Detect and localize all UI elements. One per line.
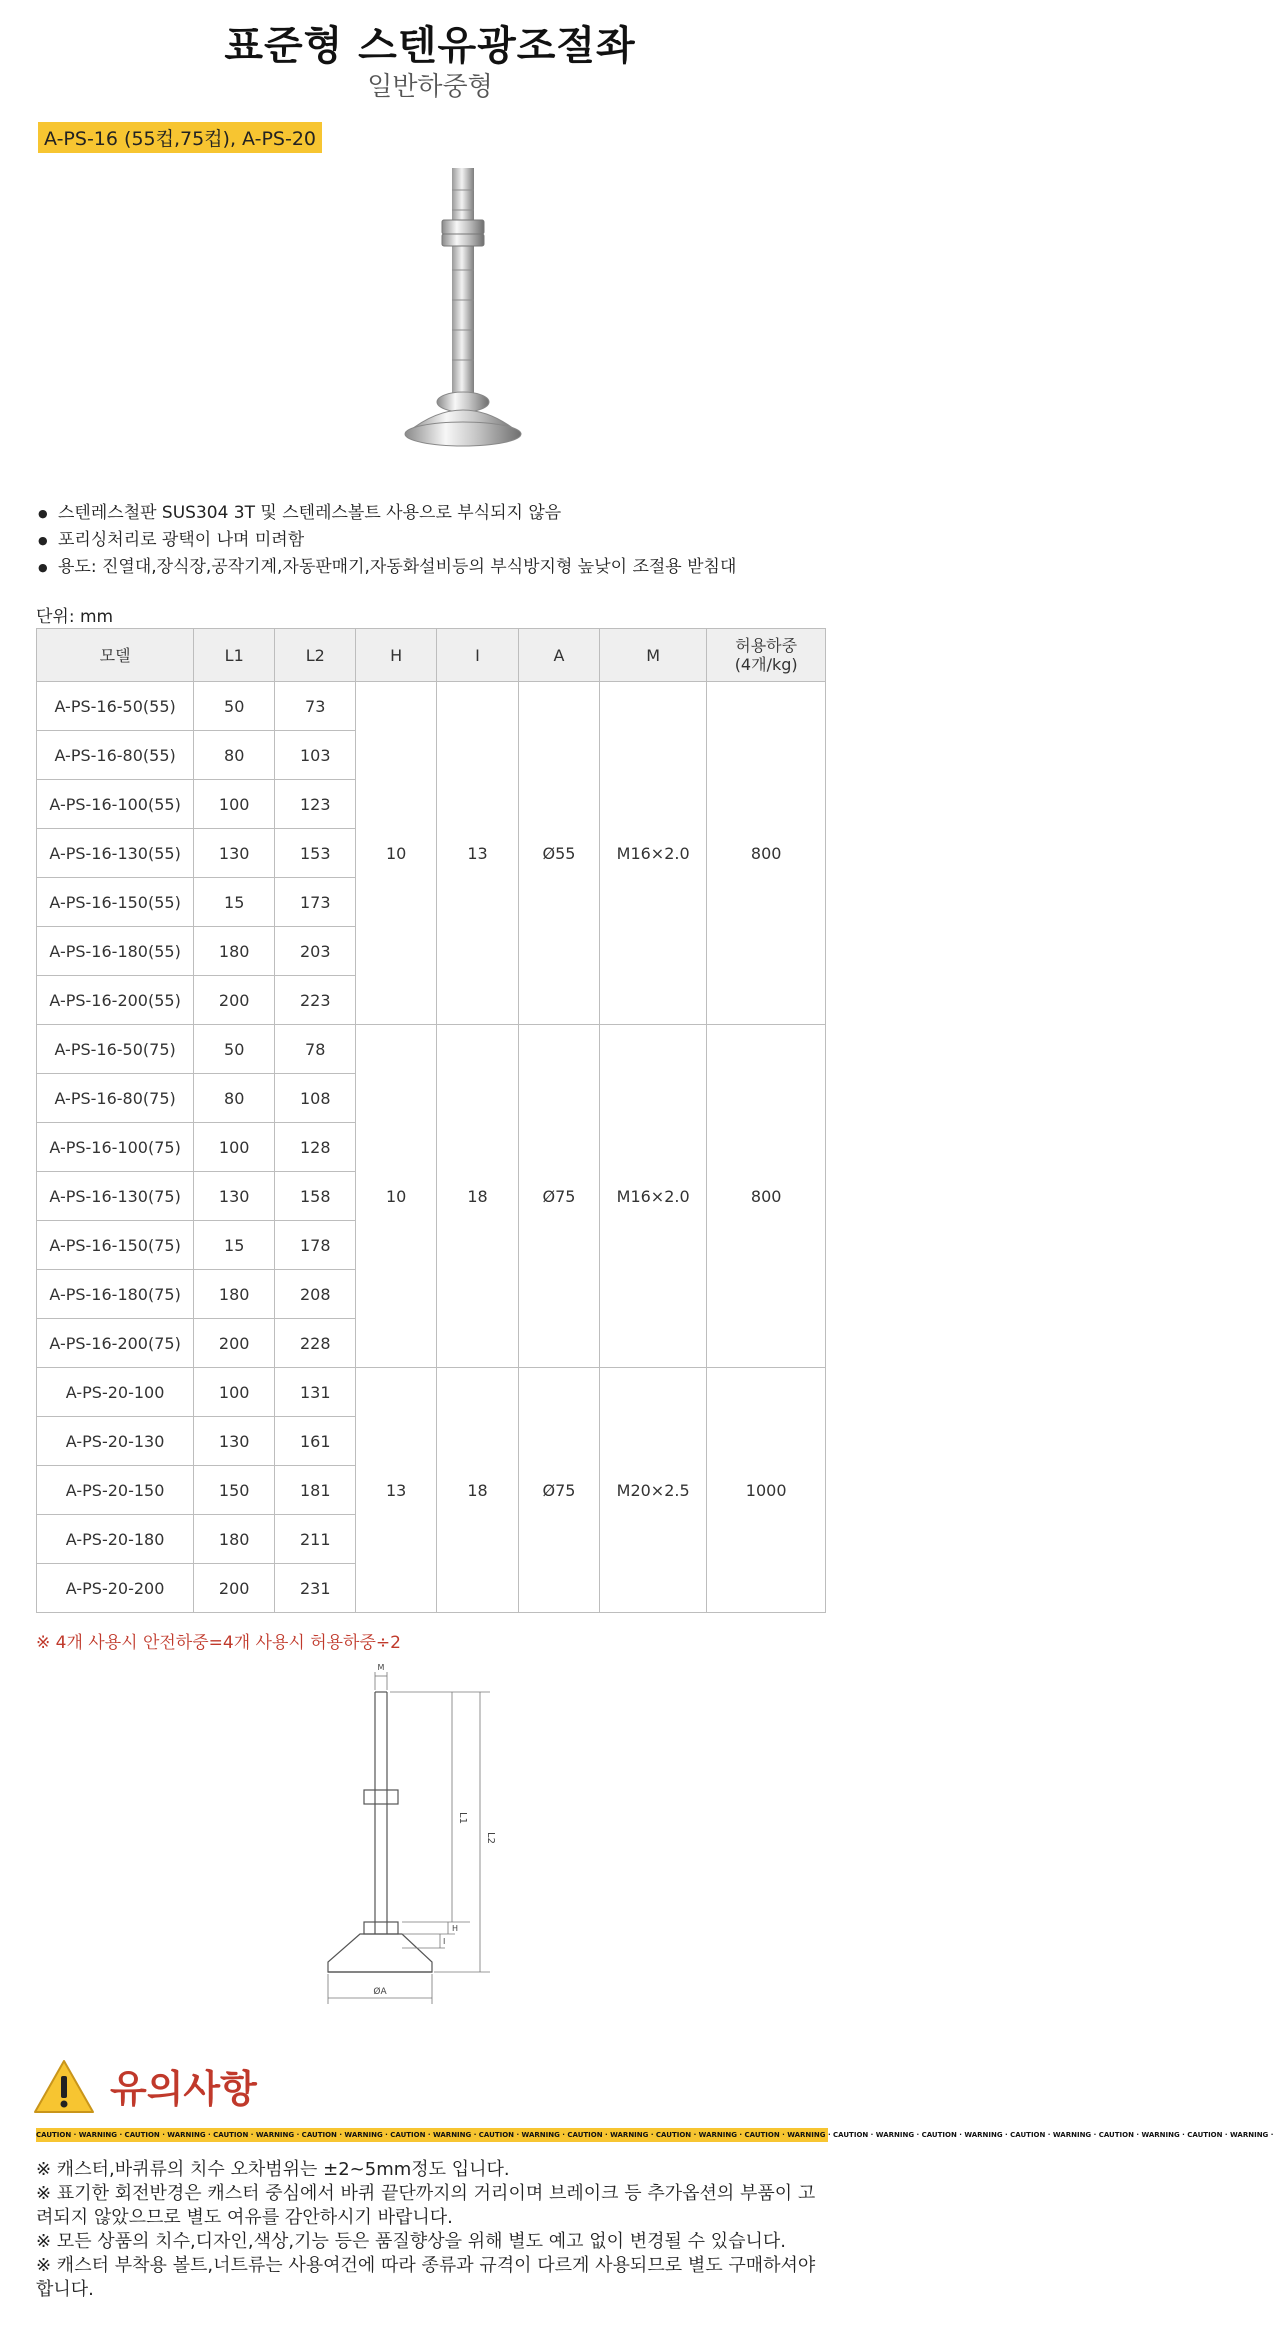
model-cell: A-PS-16-100(55) <box>37 780 194 829</box>
model-cell: A-PS-20-100 <box>37 1368 194 1417</box>
model-tag: A-PS-16 (55컵,75컵), A-PS-20 <box>38 122 322 153</box>
model-cell: A-PS-20-130 <box>37 1417 194 1466</box>
l2-cell: 208 <box>275 1270 356 1319</box>
l1-cell: 180 <box>194 1270 275 1319</box>
model-cell: A-PS-16-150(55) <box>37 878 194 927</box>
dim-label-a: ØA <box>373 1987 387 1997</box>
caution-stripe: CAUTION · WARNING · CAUTION · WARNING · CAUTION · WARNING · CAUTION · WARNING · CAUTION · WARNING · CAUTION · WARNING · CAUTION · WARNING · CAUTION · WARNING · CAUTION · WARNING · CAUTION · WARNING · CAUTION · WARNING · CAUTION · WARNING · CAUTION · WARNING · CAUTION · WARNING · <box>36 2128 828 2142</box>
l1-cell: 80 <box>194 731 275 780</box>
dimension-diagram <box>320 1663 550 2038</box>
i-cell: 18 <box>437 1368 519 1613</box>
h-cell: 10 <box>356 1025 437 1368</box>
caution-note: ※ 캐스터 부착용 볼트,너트류는 사용여건에 따라 종류과 규격이 다르게 사용되므로 별도 구매하셔야 합니다. <box>36 2255 816 2300</box>
feature-item: ● 포리싱처리로 광택이 나며 미려함 <box>38 527 838 554</box>
l1-cell: 80 <box>194 1074 275 1123</box>
i-cell: 18 <box>437 1025 519 1368</box>
dim-label-l2: L2 <box>485 1832 496 1844</box>
feature-item: ● 용도: 진열대,장식장,공작기계,자동판매기,자동화설비등의 부식방지형 높낮이 조절용 받침대 <box>38 554 838 581</box>
l1-cell: 130 <box>194 829 275 878</box>
model-cell: A-PS-16-50(55) <box>37 682 194 731</box>
l2-cell: 228 <box>275 1319 356 1368</box>
l2-cell: 123 <box>275 780 356 829</box>
l1-cell: 100 <box>194 1123 275 1172</box>
l1-cell: 200 <box>194 1564 275 1613</box>
warning-triangle-icon <box>32 2058 96 2116</box>
load-cell: 800 <box>707 682 826 1025</box>
l1-cell: 100 <box>194 1368 275 1417</box>
page-subtitle: 일반하중형 <box>367 72 493 102</box>
l1-cell: 130 <box>194 1172 275 1221</box>
a-cell: Ø75 <box>518 1368 599 1613</box>
model-cell: A-PS-16-130(55) <box>37 829 194 878</box>
dim-label-h: H <box>452 1924 459 1933</box>
l2-cell: 173 <box>275 878 356 927</box>
col-header-l2: L2 <box>275 629 356 682</box>
spec-table-body <box>37 682 826 1613</box>
l2-cell: 131 <box>275 1368 356 1417</box>
l1-cell: 50 <box>194 682 275 731</box>
l2-cell: 103 <box>275 731 356 780</box>
l1-cell: 130 <box>194 1417 275 1466</box>
model-cell: A-PS-16-130(75) <box>37 1172 194 1221</box>
h-cell: 13 <box>356 1368 437 1613</box>
model-cell: A-PS-16-180(55) <box>37 927 194 976</box>
model-cell: A-PS-16-180(75) <box>37 1270 194 1319</box>
l1-cell: 180 <box>194 927 275 976</box>
l1-cell: 150 <box>194 1466 275 1515</box>
caution-notes <box>36 2158 826 2302</box>
model-cell: A-PS-20-150 <box>37 1466 194 1515</box>
m-cell: M20×2.5 <box>599 1368 706 1613</box>
caution-title: 유의사항 <box>110 2067 257 2111</box>
l1-cell: 200 <box>194 1319 275 1368</box>
caution-note: ※ 캐스터,바퀴류의 치수 오차범위는 ±2~5mm정도 입니다. <box>36 2159 510 2180</box>
dim-label-m: M <box>377 1663 385 1672</box>
product-photo <box>330 150 590 480</box>
feature-list <box>38 500 838 581</box>
table-row <box>37 1368 826 1417</box>
l2-cell: 108 <box>275 1074 356 1123</box>
l1-cell: 15 <box>194 878 275 927</box>
table-row <box>37 1025 826 1074</box>
table-header-row <box>37 629 826 682</box>
page-title: 표준형 스텐유광조절좌 <box>224 23 636 69</box>
l1-cell: 100 <box>194 780 275 829</box>
load-cell: 800 <box>707 1025 826 1368</box>
dim-label-l1: L1 <box>457 1812 468 1824</box>
col-header-model: 모델 <box>37 629 194 682</box>
feature-item: ● 스텐레스철판 SUS304 3T 및 스텐레스볼트 사용으로 부식되지 않음 <box>38 500 838 527</box>
col-header-load: 허용하중 (4개/kg) <box>707 629 826 682</box>
l2-cell: 211 <box>275 1515 356 1564</box>
model-cell: A-PS-16-50(75) <box>37 1025 194 1074</box>
h-cell: 10 <box>356 682 437 1025</box>
l2-cell: 231 <box>275 1564 356 1613</box>
spec-table <box>36 628 826 1613</box>
col-header-m: M <box>599 629 706 682</box>
col-header-l1: L1 <box>194 629 275 682</box>
l1-cell: 180 <box>194 1515 275 1564</box>
a-cell: Ø55 <box>518 682 599 1025</box>
col-header-a: A <box>518 629 599 682</box>
col-header-i: I <box>437 629 519 682</box>
model-cell: A-PS-16-200(75) <box>37 1319 194 1368</box>
model-cell: A-PS-16-80(75) <box>37 1074 194 1123</box>
l2-cell: 203 <box>275 927 356 976</box>
l2-cell: 161 <box>275 1417 356 1466</box>
l2-cell: 178 <box>275 1221 356 1270</box>
dim-label-i: I <box>443 1937 446 1946</box>
l1-cell: 15 <box>194 1221 275 1270</box>
model-cell: A-PS-16-80(55) <box>37 731 194 780</box>
l1-cell: 50 <box>194 1025 275 1074</box>
l2-cell: 158 <box>275 1172 356 1221</box>
m-cell: M16×2.0 <box>599 682 706 1025</box>
model-cell: A-PS-16-200(55) <box>37 976 194 1025</box>
l2-cell: 78 <box>275 1025 356 1074</box>
m-cell: M16×2.0 <box>599 1025 706 1368</box>
caution-note: ※ 표기한 회전반경은 캐스터 중심에서 바퀴 끝단까지의 거리이며 브레이크 등 추가옵션의 부품이 고려되지 않았으므로 별도 여유를 감안하시기 바랍니다. <box>36 2183 816 2228</box>
model-cell: A-PS-20-200 <box>37 1564 194 1613</box>
l2-cell: 73 <box>275 682 356 731</box>
model-cell: A-PS-16-100(75) <box>37 1123 194 1172</box>
table-row <box>37 682 826 731</box>
l1-cell: 200 <box>194 976 275 1025</box>
safety-note: ※ 4개 사용시 안전하중=4개 사용시 허용하중÷2 <box>36 1633 401 1653</box>
model-cell: A-PS-16-150(75) <box>37 1221 194 1270</box>
caution-note: ※ 모든 상품의 치수,디자인,색상,기능 등은 품질향상을 위해 별도 예고 없이 변경될 수 있습니다. <box>36 2231 786 2252</box>
l2-cell: 181 <box>275 1466 356 1515</box>
l2-cell: 128 <box>275 1123 356 1172</box>
l2-cell: 153 <box>275 829 356 878</box>
l2-cell: 223 <box>275 976 356 1025</box>
model-cell: A-PS-20-180 <box>37 1515 194 1564</box>
i-cell: 13 <box>437 682 519 1025</box>
load-cell: 1000 <box>707 1368 826 1613</box>
unit-label: 단위: mm <box>36 607 114 627</box>
a-cell: Ø75 <box>518 1025 599 1368</box>
col-header-h: H <box>356 629 437 682</box>
